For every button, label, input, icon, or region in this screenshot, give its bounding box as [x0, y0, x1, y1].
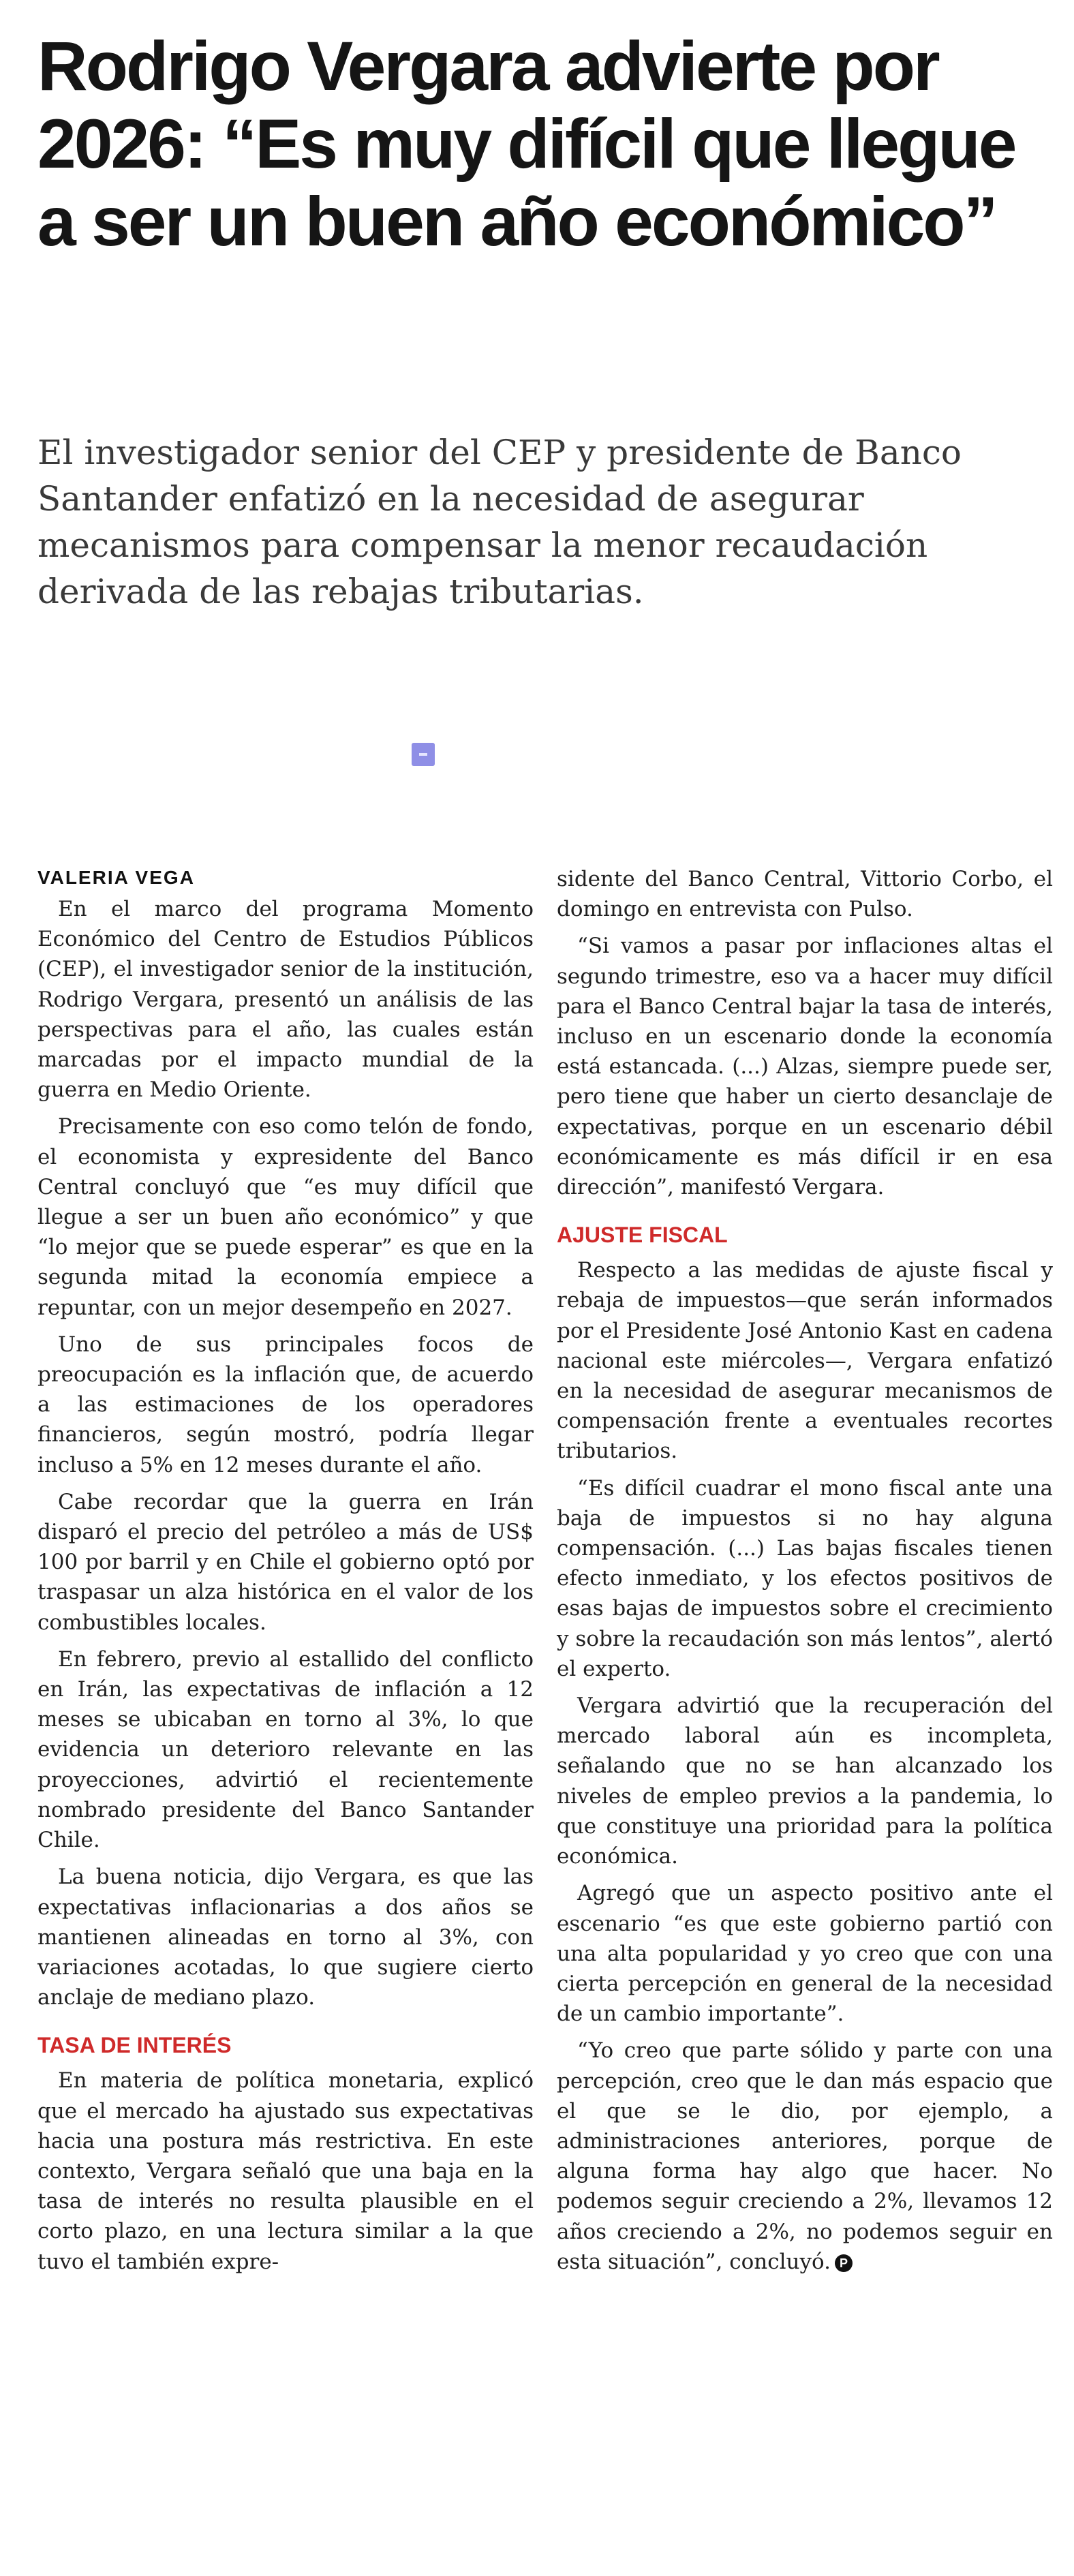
- paragraph: Vergara advirtió que la recuperación del mercado laboral aún es incompleta, señalando que no se han alcanzado los niveles de empleo previos a la pandemia, lo que constituye una prioridad para la política económica.: [557, 1693, 1053, 1869]
- paragraph: La buena noticia, dijo Vergara, es que las expectativas inflacionarias a dos años se mantienen alineadas en torno al 3%, con variaciones acotadas, lo que sugiere cierto anclaje de mediano plazo.: [37, 1865, 534, 2010]
- end-of-article-icon: P: [835, 2254, 853, 2272]
- final-paragraph-text: “Yo creo que parte sólido y parte con una percepción, creo que le dan más espacio que el que se le dio, por ejemplo, a administraciones anteriores, porque de alguna forma hay algo que hacer. No podemos seguir creciendo a 2%, llevamos 12 años creciendo a 2%, no podemos seguir en esta situación”, concluyó.: [557, 2038, 1053, 2274]
- paragraph-continuation: sidente del Banco Central, Vittorio Corbo, el domingo en entrevista con Pulso.: [557, 867, 1053, 922]
- media-placeholder-icon[interactable]: [412, 743, 435, 766]
- paragraph: Agregó que un aspecto positivo ante el escenario “es que este gobierno partió con una alta popularidad y yo creo que con una cierta percepción en general de la necesidad de un cambio importante”.: [557, 1881, 1053, 2027]
- section-heading-ajuste-fiscal: AJUSTE FISCAL: [557, 1223, 728, 1248]
- headline: Rodrigo Vergara advierte por 2026: “Es muy difícil que llegue a ser un buen año económico”: [37, 27, 1015, 260]
- article-column-right: [557, 864, 1053, 2284]
- section-heading-tasa-de-interes: TASA DE INTERÉS: [37, 2033, 232, 2058]
- paragraph-final: [557, 2036, 1053, 2277]
- byline: VALERIA VEGA: [37, 867, 195, 888]
- paragraph: Cabe recordar que la guerra en Irán disparó el precio del petróleo a más de US$ 100 por barril y en Chile el gobierno optó por traspasar un alza histórica en el valor de los combustibles locales.: [37, 1489, 534, 1635]
- paragraph: “Si vamos a pasar por inflaciones altas el segundo trimestre, eso va a hacer muy difícil para el Banco Central bajar la tasa de interés, incluso en un escenario donde la economía está estancada. (...) Alzas, siempre puede ser, pero tiene que haber un cierto desanclaje de expectativas, porque en un escenario débil económicamente es más difícil ir en esa dirección”, manifestó Vergara.: [557, 934, 1053, 1200]
- paragraph: “Es difícil cuadrar el mono fiscal ante una baja de impuestos si no hay alguna compensación. (...) Las bajas fiscales tienen efecto inmediato, y los efectos positivos de esas bajas de impuestos sobre el crecimiento y sobre la recaudación son más lentos”, alertó el experto.: [557, 1475, 1053, 1681]
- paragraph: En febrero, previo al estallido del conflicto en Irán, las expectativas de inflación a 12 meses se ubicaban en torno al 3%, lo que evidencia un deterioro relevante en las proyecciones, advirtió el recientemente nombrado presidente del Banco Santander Chile.: [37, 1646, 534, 1853]
- article-column-left: [37, 864, 534, 2284]
- paragraph: En el marco del programa Momento Económico del Centro de Estudios Públicos (CEP), el investigador senior de la institución, Rodrigo Vergara, presentó un análisis de las perspectivas para el año, las cuales están marcadas por el impacto mundial de la guerra en Medio Oriente.: [37, 897, 534, 1103]
- paragraph: Respecto a las medidas de ajuste fiscal y rebaja de impuestos—que serán informados por el Presidente José Antonio Kast en cadena nacional este miércoles—, Vergara enfatizó en la necesidad de asegurar mecanismos de compensación frente a eventuales recortes tributarios.: [557, 1258, 1053, 1464]
- paragraph: En materia de política monetaria, explicó que el mercado ha ajustado sus expectativas hacia una postura más restrictiva. En este contexto, Vergara señaló que una baja en la tasa de interés no resulta plausible en el corto plazo, en una lectura similar a la que tuvo el también expre-: [37, 2068, 534, 2274]
- paragraph: Precisamente con eso como telón de fondo, el economista y expresidente del Banco Central concluyó que “es muy difícil que llegue a ser un buen año económico” y que “lo mejor que se puede esperar” es que en la segunda mitad la economía empiece a repuntar, con un mejor desempeño en 2027.: [37, 1114, 534, 1320]
- paragraph: Uno de sus principales focos de preocupación es la inflación que, de acuerdo a las estimaciones de los operadores financieros, según mostró, podría llegar incluso a 5% en 12 meses durante el año.: [37, 1332, 534, 1477]
- subheadline: El investigador senior del CEP y presidente de Banco Santander enfatizó en la necesidad de asegurar mecanismos para compensar la menor recaudación derivada de las rebajas tributarias.: [37, 433, 962, 611]
